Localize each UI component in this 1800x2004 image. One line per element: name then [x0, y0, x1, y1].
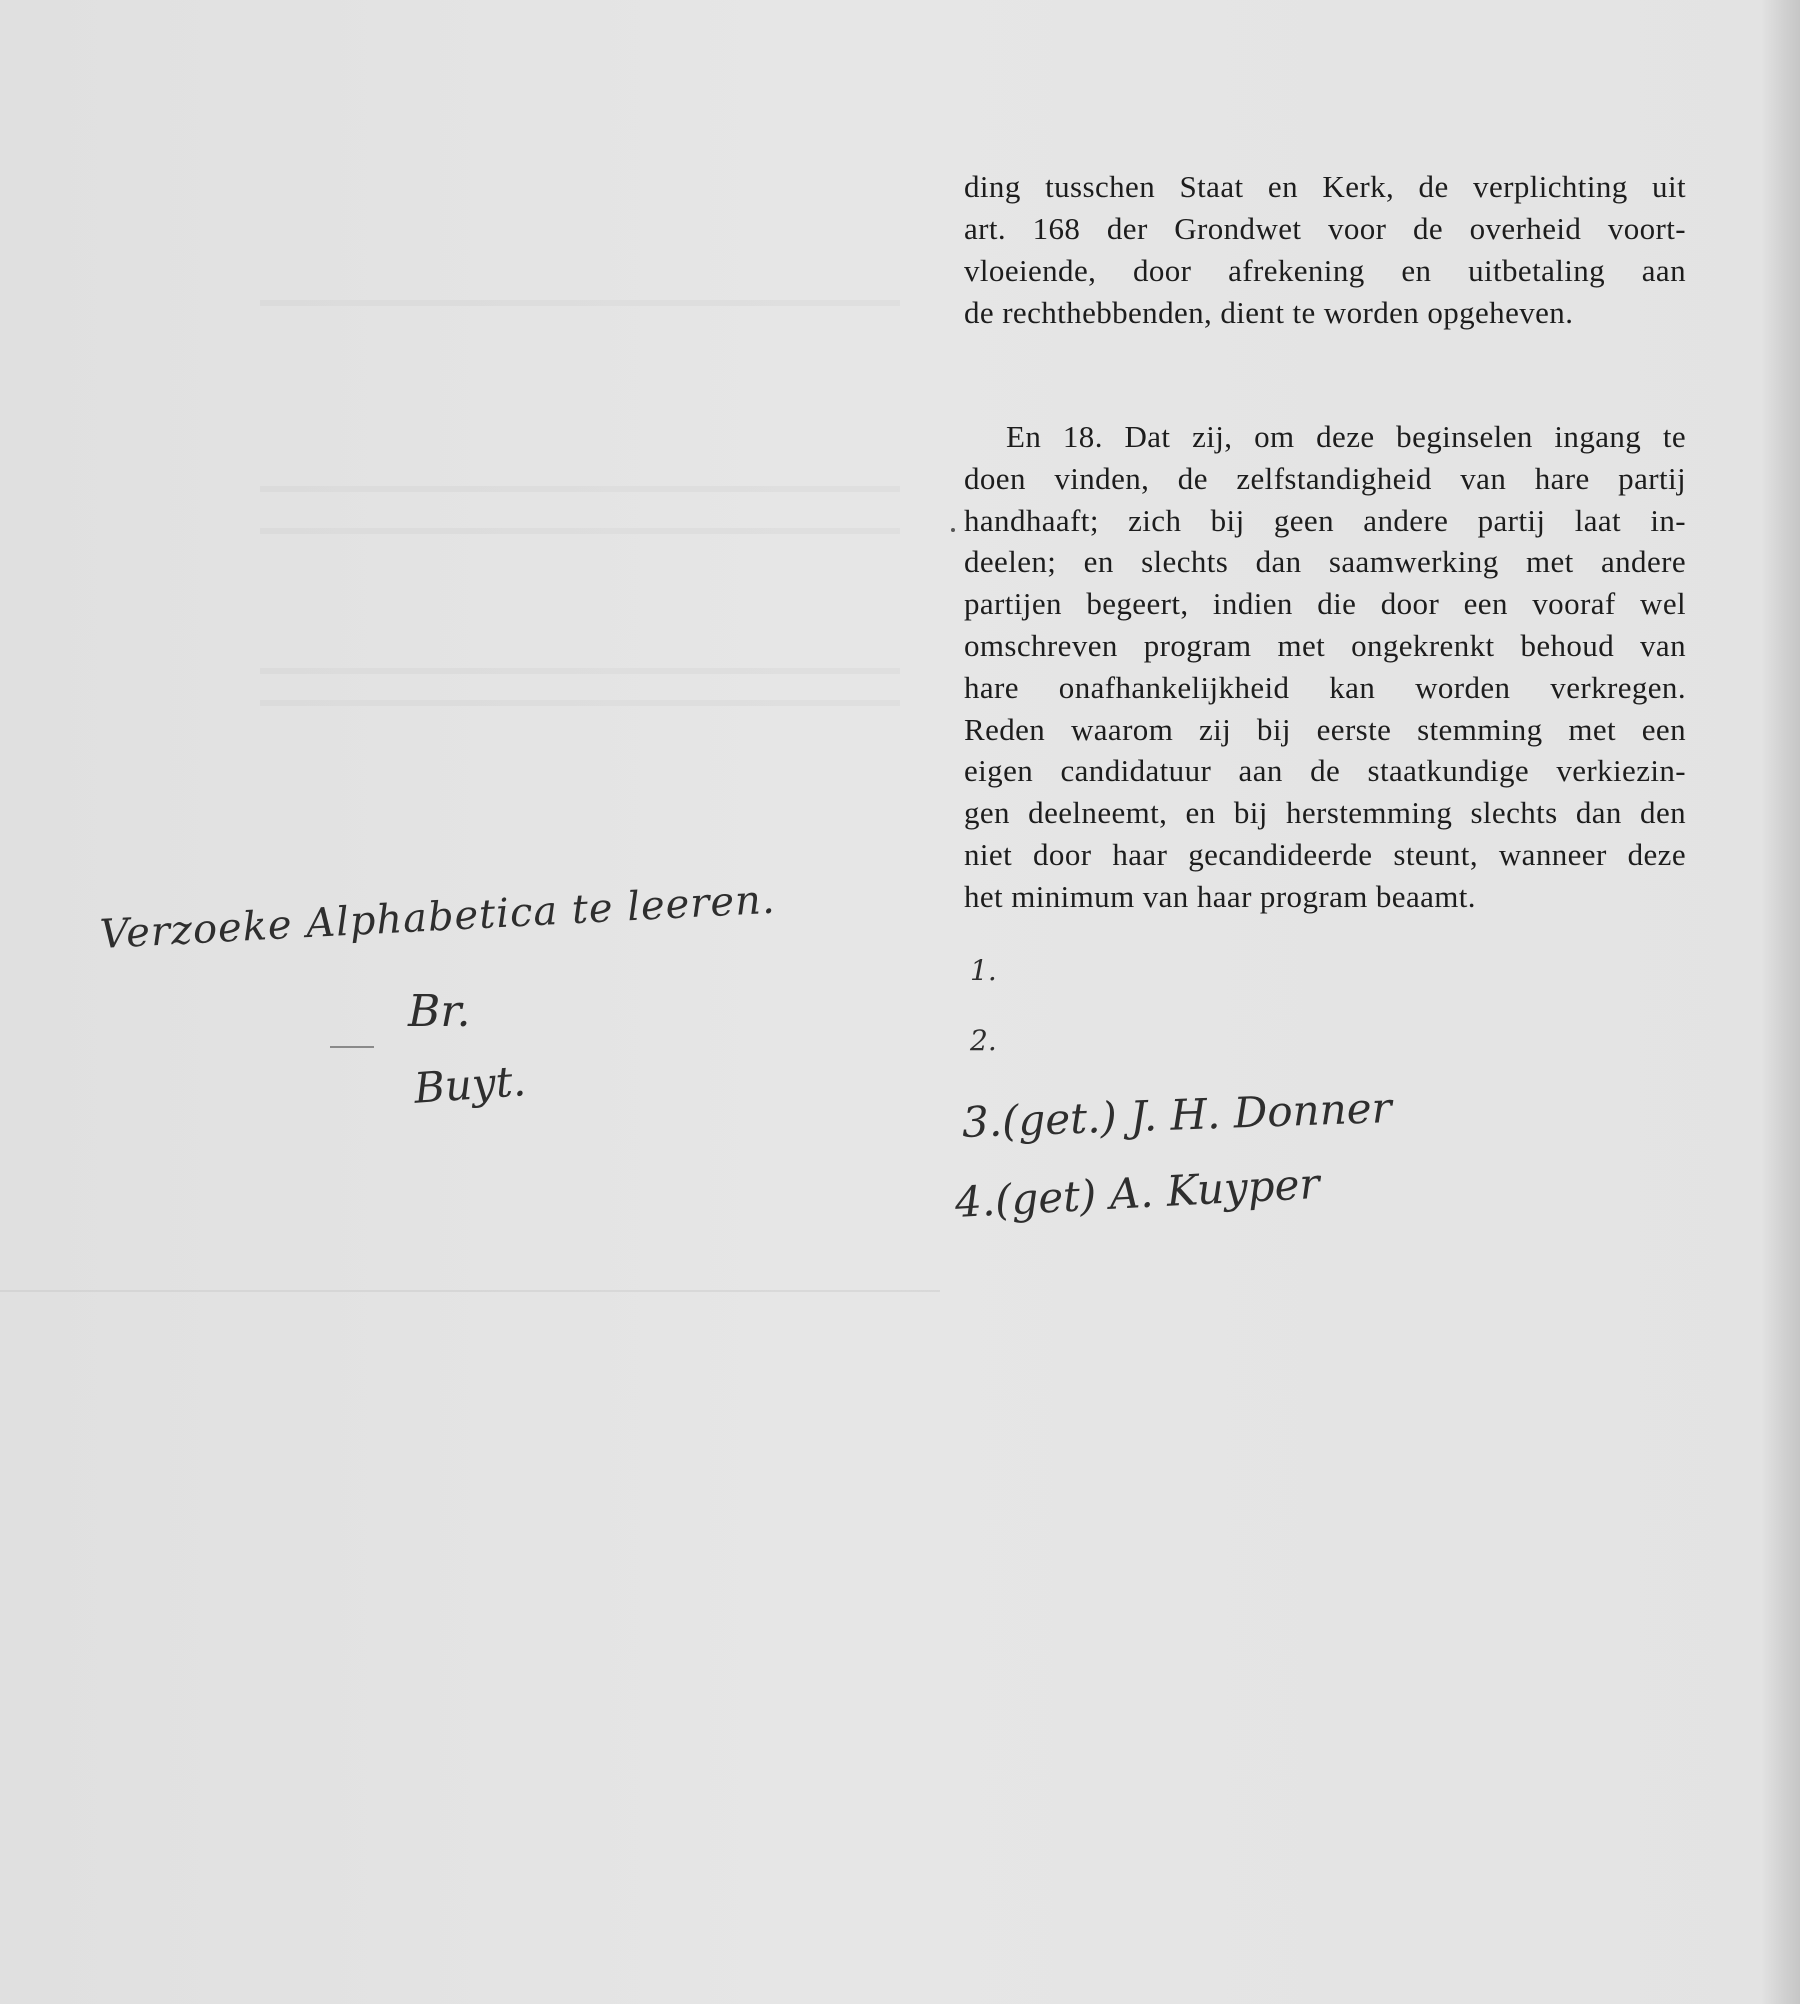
text-line: eigen candidatuur aan de staatkundige verkiezin- — [964, 753, 1686, 789]
text-line: de rechthebbenden, dient te worden opgeheven. — [964, 295, 1574, 330]
signature-slot-2: 2. — [970, 1024, 997, 1057]
article-18-paragraph — [964, 416, 1686, 918]
text-line: handhaaft; zich bij geen andere partij laat in- — [964, 502, 1686, 538]
text-line: hare onafhankelijkheid kan worden verkregen. — [964, 669, 1686, 705]
text-line: gen deelneemt, en bij herstemming slechts dan den — [964, 795, 1686, 831]
handwritten-initials: Br. — [408, 986, 471, 1037]
pencil-dash — [330, 1046, 374, 1048]
text-line: omschreven program met ongekrenkt behoud van — [964, 627, 1686, 663]
signature-slot-1: 1. — [970, 954, 997, 987]
text-line: En 18. Dat zij, om deze beginselen ingang te — [1006, 419, 1686, 454]
text-line: Reden waarom zij bij eerste stemming met een — [964, 711, 1686, 747]
text-line: partijen begeert, indien die door een vooraf wel — [964, 586, 1686, 622]
paragraph-continuation — [964, 166, 1686, 334]
faint-rule — [0, 1290, 940, 1292]
text-line: deelen; en slechts dan saamwerking met andere — [964, 544, 1686, 580]
text-line: art. 168 der Grondwet voor de overheid voort- — [964, 211, 1686, 246]
text-line: het minimum van haar program beaamt. — [964, 878, 1476, 914]
page-edge-shadow — [1762, 0, 1800, 2004]
text-line: ding tusschen Staat en Kerk, de verplichting uit — [964, 169, 1686, 204]
show-through-line — [260, 528, 900, 534]
handwritten-margin-note: Verzoeke Alphabetica te leeren. — [98, 876, 777, 958]
text-line: doen vinden, de zelfstandigheid van hare partij — [964, 460, 1686, 496]
signature-donner: 3.(get.) J. H. Donner — [961, 1083, 1393, 1147]
show-through-line — [260, 300, 900, 306]
text-line: vloeiende, door afrekening en uitbetaling aan — [964, 253, 1686, 288]
text-line: niet door haar gecandideerde steunt, wanneer deze — [964, 836, 1686, 872]
show-through-line — [260, 668, 900, 674]
show-through-line — [260, 486, 900, 492]
handwritten-name: Buyt. — [412, 1056, 528, 1113]
signature-kuyper: 4.(get) A. Kuyper — [953, 1158, 1321, 1227]
show-through-line — [260, 700, 900, 706]
ink-speck — [951, 528, 955, 532]
